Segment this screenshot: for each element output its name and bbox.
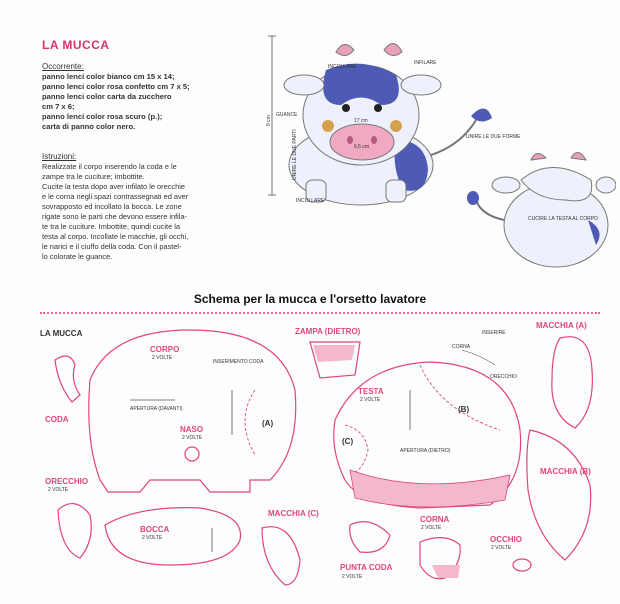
instructions-line: le narici e il ciuffo della coda. Con il pastel- xyxy=(42,242,182,251)
cow-eye xyxy=(374,104,382,112)
spot-c-label: MACCHIA (C) xyxy=(268,509,319,518)
cow-leg xyxy=(386,180,406,202)
head-seam xyxy=(420,365,500,430)
label-unire-forme: UNIRE LE DUE FORME xyxy=(466,134,521,140)
eye-piece xyxy=(513,559,531,571)
back-leg-label: ZAMPA (DIETRO) xyxy=(295,327,361,336)
instructions-line: te tra le cuciture. Imbottite, quindi cucite la xyxy=(42,222,181,231)
mouth-count: 2 VOLTE xyxy=(142,535,163,541)
label-17cm: 17 cm xyxy=(354,118,368,124)
label-65cm: 6,5 cm xyxy=(354,144,370,150)
schema-title: Schema per la mucca e l'orsetto lavatore xyxy=(193,292,427,306)
nose-piece xyxy=(185,447,199,461)
section-label: LA MUCCA xyxy=(40,329,83,338)
head-seam xyxy=(345,425,368,475)
inserire-label: INSERIRE xyxy=(482,330,506,336)
materials-list xyxy=(42,72,270,132)
page-title: LA MUCCA xyxy=(42,38,110,52)
cow-horn xyxy=(531,153,546,160)
body-seam xyxy=(245,390,255,455)
instructions-line: Realizzate il corpo inserendo la coda e le xyxy=(42,162,177,171)
spot-a-piece xyxy=(552,337,593,428)
cow-horn xyxy=(571,152,586,160)
spot-b-label: MACCHIA (B) xyxy=(540,467,591,476)
body-a-label: (A) xyxy=(262,419,274,428)
cow-eye xyxy=(342,104,350,112)
tail-label: CODA xyxy=(45,415,69,424)
schema-divider xyxy=(40,312,600,314)
ear-count: 2 VOLTE xyxy=(48,487,69,493)
materials-line: panno lenci color carta da zucchero xyxy=(42,92,172,101)
eye-label: OCCHIO xyxy=(490,535,522,544)
height-label: 9 cm xyxy=(266,115,272,126)
label-incollare-bottom: INCOLLARE xyxy=(296,198,325,204)
instructions-line: rigate sono le parti che devono essere infila- xyxy=(42,212,188,221)
instructions-line: e le corna negli spazi contrassegnati ed aver xyxy=(42,192,189,201)
tail-piece xyxy=(55,356,80,402)
body-piece xyxy=(89,330,296,492)
nose-count: 2 VOLTE xyxy=(182,435,203,441)
cow-illustration xyxy=(266,30,616,280)
horn-piece xyxy=(350,522,390,553)
tail-tip-count: 2 VOLTE xyxy=(342,574,363,580)
cow-ear xyxy=(284,75,324,95)
eye-count: 2 VOLTE xyxy=(491,545,512,551)
horn-count: 2 VOLTE xyxy=(421,525,442,531)
cow-cheek xyxy=(390,120,402,132)
head-hatch xyxy=(350,470,510,507)
body-count: 2 VOLTE xyxy=(152,355,173,361)
corna-top-label: CORNA xyxy=(452,344,471,350)
materials-line: panno lenci color bianco cm 15 x 14; xyxy=(42,72,175,81)
mouth-piece xyxy=(105,508,241,565)
instructions-heading: Istruzioni: xyxy=(42,152,77,161)
instructions-text xyxy=(42,162,274,262)
cow-ear xyxy=(401,75,441,95)
head-count: 2 VOLTE xyxy=(360,397,381,403)
materials-line: panno lenci color rosa confetto cm 7 x 5; xyxy=(42,82,190,91)
mouth-label: BOCCA xyxy=(140,525,170,534)
instructions-line: Cucite la testa dopo aver infilato le orecchie xyxy=(42,182,185,191)
spot-c-piece xyxy=(262,527,300,585)
cow-tail-tuft xyxy=(471,108,492,121)
nose-label: NASO xyxy=(180,425,204,434)
materials-line: carta di panno color nero. xyxy=(42,122,136,131)
materials-line: panno lenci color rosa scuro (p.); xyxy=(42,112,163,121)
label-cucire-testa: CUCIRE LA TESTA AL CORPO xyxy=(528,216,598,222)
cow-muzzle xyxy=(330,124,394,160)
ear-label: ORECCHIO xyxy=(45,477,89,486)
pattern-sheet xyxy=(0,320,620,604)
spot-a-label: MACCHIA (A) xyxy=(536,321,587,330)
label-incollare: INCOLLARE xyxy=(328,64,357,70)
materials-line: cm 7 x 6; xyxy=(42,102,75,111)
cow-horn xyxy=(336,44,354,55)
instructions-line: testa al corpo. Incollate le macchie, gli occhi, xyxy=(42,232,189,241)
spot-b-piece xyxy=(527,430,591,560)
label-infilare: INFILARE xyxy=(414,60,437,66)
materials-heading: Occorrente: xyxy=(42,62,84,71)
tail-insert-label: INSERIMENTO CODA xyxy=(213,359,264,365)
head-c-label: (C) xyxy=(342,437,354,446)
label-unire-parti: UNIRE LE DUE PARTI xyxy=(292,129,298,180)
head-b-label: (B) xyxy=(458,405,470,414)
label-guance: GUANCE xyxy=(276,112,298,118)
ear-small-label: ORECCHIO xyxy=(490,374,517,380)
body-label: CORPO xyxy=(150,345,180,354)
instructions-line: sovrapposto ed incollato la bocca. Le zone xyxy=(42,202,182,211)
tail-tip-label: PUNTA CODA xyxy=(340,563,393,572)
back-opening-label: APERTURA (DIETRO) xyxy=(400,448,451,454)
instructions-line: lo colorate le guance. xyxy=(42,252,113,261)
cow-cheek xyxy=(322,120,334,132)
horn-label: CORNA xyxy=(420,515,450,524)
front-opening-label: APERTURA (DAVANTI) xyxy=(130,406,183,412)
head-label: TESTA xyxy=(358,387,384,396)
ear-piece xyxy=(58,504,91,558)
instructions-line: zampe tra le cuciture; imbottite. xyxy=(42,172,145,181)
cow-horn xyxy=(384,43,402,55)
cow-tail-tuft xyxy=(467,191,479,205)
